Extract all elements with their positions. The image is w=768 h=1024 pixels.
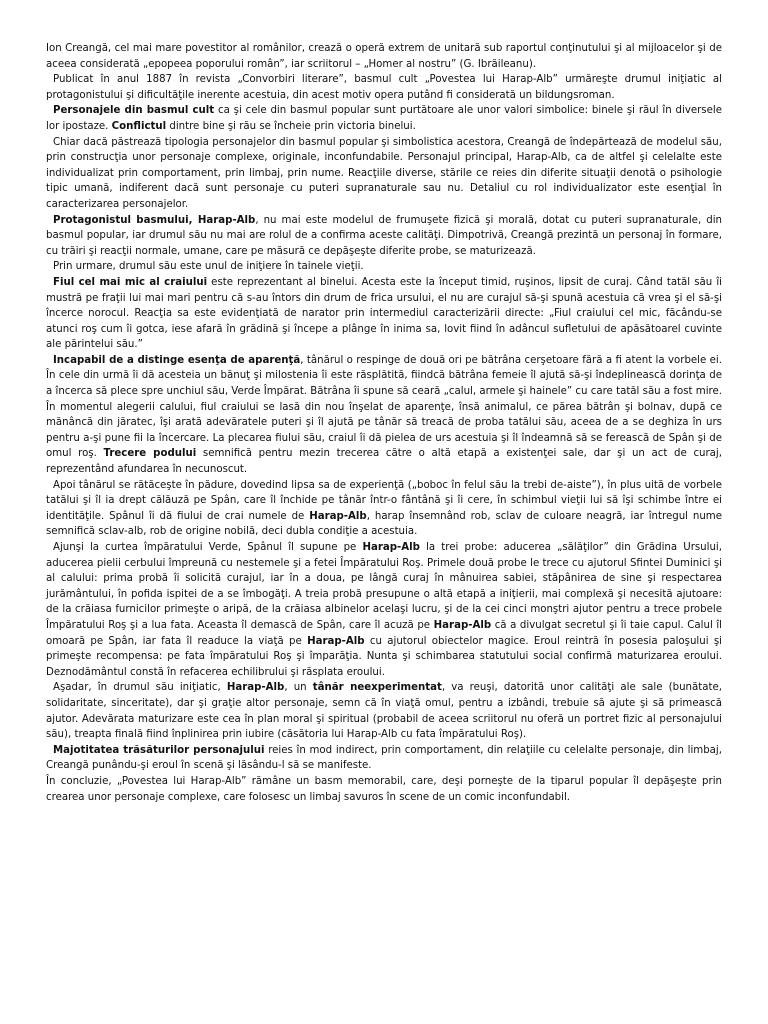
bold-text: Harap-Alb xyxy=(433,619,492,631)
text-run: , nu mai este modelul de frumuşete fizică şi morală, dotat cu puteri supranaturale, din basmul popular, iar drumul său nu mai are rolul de a confirma aceste calităţi. Dimpotrivă, Creangă prezintă un personaj în formare, cu trăiri şi reacţii normale, umane, care pe măsură ce depăşeşte diferite probe, se maturizează. xyxy=(46,214,722,257)
paragraph xyxy=(46,213,722,260)
text-run: Ajunşi la curtea împăratului Verde, Spânul îl supune pe xyxy=(53,542,363,553)
text-run: , harap însemnând rob, sclav de culoare neagră, iar întregul nume semnifică sclav-alb, rob de origine nobilă, deci dubla condiţie a acestuia. xyxy=(46,510,722,538)
text-run: reies în mod indirect, prin comportament, din relaţiile cu celelalte personaje, din limbaj, Creangă punându-şi eroul în scenă şi lăsându-l să se manifeste. xyxy=(46,744,722,772)
bold-text: Harap-Alb xyxy=(309,510,367,522)
bold-text: Trecere podului xyxy=(103,448,197,460)
paragraph xyxy=(46,478,722,540)
text-run: , tânărul o respinge de două ori pe bătrâna cerşetoare fără a fi atent la vorbele ei. În cele din urmă îi dă acesteia un bănuţ şi milostenia îi este răsplătită, fiindcă bătrâna femeie îl ajută să-şi îndeplinească dorinţa de a încerca să plece spre unchiul său, Verde Împărat. Bătrâna îi spune să ceară „calul, armele şi hainele” cu care tatăl său a fost mire. În momentul alegerii calului, fiul craiului se lasă din nou înşelat de aparenţe, însă animalul, ce părea bătrân şi bolnav, după ce mănâncă din jăratec, îşi arată adevăratele puteri şi îl ajută pe tânăr să treacă de proba tatălui său, aceea de a se deghiza în urs pentru a-şi pune fii la încercare. La plecarea fiului său, craiul îi dă pielea de urs acestuia şi îl îndeamnă să se ferească de Spân şi de omul roş. xyxy=(46,354,722,460)
bold-text: tânăr neexperimentat xyxy=(312,682,442,694)
text-run: dintre bine şi rău se încheie prin victoria binelui. xyxy=(166,120,416,132)
paragraph xyxy=(46,135,722,213)
paragraph xyxy=(46,540,722,680)
paragraph xyxy=(46,72,722,103)
bold-text: Harap-Alb xyxy=(307,635,365,647)
bold-text: Majotitatea trăsăturilor personajului xyxy=(53,744,265,756)
bold-text: Conflictul xyxy=(111,120,167,132)
paragraph xyxy=(46,743,722,774)
text-run: Aşadar, în drumul său iniţiatic, xyxy=(53,682,227,694)
bold-text: Harap-Alb xyxy=(362,542,420,553)
text-run: este reprezentant al binelui. Acesta este la început timid, ruşinos, lipsit de curaj. Când tatăl său îi mustră pe fraţii lui mai mari pentru că s-au întors din drum de frica ursului, el nu are curajul să-şi spună acestuia că vrea şi el să-şi încerce norocul. Reacţia sa este evidenţiată de narator prin intermediul caracterizării directe: „Fiul craiului cel mic, făcându-se atunci roş cum îi gotca, iese afară în grădină şi începe a plânge în inima sa, lovit fiind în adâncul sufletului de apăsătoarel cuvinte ale părintelui său.” xyxy=(46,276,722,351)
text-run: cu ajutorul obiectelor magice. Eroul reintră în posesia paloşului şi primeşte recompensa: pe fata împăratului Roş şi împarăţia. Nunta şi schimbarea statutului social confirmă maturizarea eroului. Deznodământul constă în refacerea echilibrului şi răsplata eroului. xyxy=(46,635,722,678)
paragraph xyxy=(46,259,722,275)
document-body xyxy=(46,41,722,805)
text-run: Ion Creangă, cel mai mare povestitor al românilor, crează o operă extrem de unitară sub raportul conţinutului şi al mijloacelor şi de aceea considerată „epopeea poporului român”, iar scriitorul – „Homer al nostru” (G. Ibrăileanu). xyxy=(46,43,722,70)
text-run: , va reuşi, datorită unor calităţi ale sale (bunătate, solidaritate, sinceritate), dar şi graţie altor personaje, semn că în viaţă omul, pentru a izbândi, trebuie să ajute şi să primească ajutor. Adevărata maturizare este cea în plan moral şi spiritual (probabil de aceea scriitorul nu oferă un portret fizic al personajului său), treapta finală fiind înplinirea prin iubire (căsătoria lui Harap-Alb cu fata împăratului Roş). xyxy=(46,682,722,741)
text-run: , un xyxy=(284,682,313,694)
paragraph xyxy=(46,680,722,742)
paragraph xyxy=(46,774,722,805)
text-run: semnifică pentru mezin trecerea către o altă etapă a existenţei sale, dar şi un act de curaj, reprezentând afundarea în necunoscut. xyxy=(46,448,722,476)
bold-text: Personajele din basmul cult xyxy=(53,105,215,117)
bold-text: Harap-Alb xyxy=(226,682,285,694)
bold-text: Protagonistul basmului, Harap-Alb xyxy=(53,214,256,226)
text-run: În concluzie, „Povestea lui Harap-Alb” rămâne un basm memorabil, care, deşi porneşte de la tiparul popular îl depăşeşte prin crearea unor personaje complexe, care folosesc un limbaj savuros în scene de un comic inconfundabil. xyxy=(46,775,722,803)
text-run: ca şi cele din basmul popular sunt purtătoare ale unor valori simbolice: binele şi răul în diversele lor ipostaze. xyxy=(46,105,722,132)
bold-text: Fiul cel mai mic al craiului xyxy=(53,276,208,288)
paragraph xyxy=(46,353,722,478)
text-run: la trei probe: aducerea „sălăţilor” din Grădina Ursului, aducerea pielii cerbului împreună cu nestemele şi a fetei Împăratului Roş. Primele două probe le trece cu ajutorul Sfintei Duminici şi al calului: prima probă îi solicită curajul, iar în a doua, pe lângă curaj în mânuirea sabiei, stăpânirea de sine şi respectarea jurământului, în pofida ispitei de a se îmbogăţi. A treia probă presupune o altă etapă a iniţierii, mai complexă şi necesită ajutoare: de la crăiasa furnicilor primeşte o aripă, de la crăiasa albinelor acelaşi lucru, şi de la cei cinci monştri ajutor pentru a trece probele Împăratului Roş şi a lua fata. Aceasta îl demască de Spân, care îl acuză pe xyxy=(46,542,722,631)
bold-text: Incapabil de a distinge esenţa de aparenţă xyxy=(53,354,301,366)
text-run: că a divulgat secretul şi îi taie capul. Calul îl omoară pe Spân, iar fata îl readuce la viaţă pe xyxy=(46,619,722,647)
text-run: Chiar dacă păstrează tipologia personajelor din basmul popular şi simbolistica acestora, Creangă de îndepărtează de modelul său, prin construcţia unor personaje complexe, originale, inconfundabile. Personajul principal, Harap-Alb, ca de altfel şi celelalte este individualizat prin comportament, prin limbaj, prin nume. Reacţiile diverse, stările ce reies din diferite situaţii denotă o psihologie tipic umană, indiferent dacă sunt personaje cu puteri supranaturale sau nu. Detaliul cu rol individualizator este esenţial în caracterizarea personajelor. xyxy=(46,136,722,210)
paragraph xyxy=(46,41,722,72)
text-run: Apoi tânărul se rătăceşte în pădure, dovedind lipsa sa de experienţă („boboc în felul său la trebi de-aiste”), în plus uită de vorbele tatălui şi îl ia drept călăuză pe Spân, care îl închide pe tânăr într-o fântână şi îi cere, în schimbul vieţii lui să îşi schimbe între ei identităţile. Spânul îi dă fiului de crai numele de xyxy=(46,479,722,522)
paragraph xyxy=(46,275,722,353)
paragraph xyxy=(46,103,722,134)
text-run: Publicat în anul 1887 în revista „Convorbiri literare”, basmul cult „Povestea lui Harap-Alb” urmăreşte drumul iniţiatic al protagonistului şi dificultăţile inerente acestuia, din acest motiv opera putând fi considerată un bildungsroman. xyxy=(46,74,722,101)
text-run: Prin urmare, drumul său este unul de iniţiere în tainele vieţii. xyxy=(53,261,364,273)
